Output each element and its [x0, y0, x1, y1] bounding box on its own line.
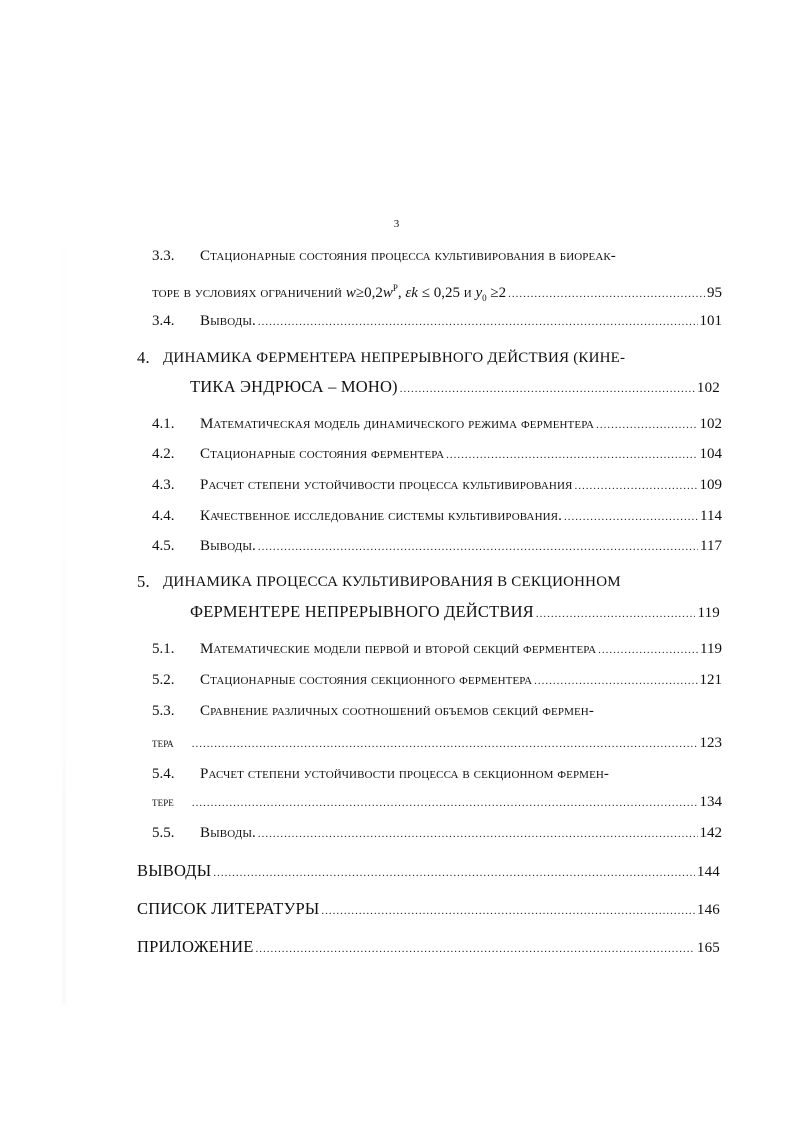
- leader-dots: [400, 377, 695, 401]
- scan-edge: [62, 175, 66, 1005]
- chapter-title-cont: ФЕРМЕНТЕРЕ НЕПРЕРЫВНОГО ДЕЙСТВИЯ: [190, 602, 534, 621]
- math-y: y: [475, 285, 483, 301]
- toc-entry-5-5[interactable]: [152, 821, 722, 845]
- leader-dots: [192, 791, 698, 815]
- math-comma: ,: [397, 285, 406, 301]
- toc-entry-4-5[interactable]: [152, 534, 722, 558]
- toc-chapter-4[interactable]: [137, 346, 727, 370]
- leader-dots: [192, 732, 698, 756]
- toc-page-number: 142: [699, 825, 722, 841]
- toc-entry-3-3[interactable]: [152, 244, 722, 268]
- toc-conclusions[interactable]: [137, 859, 720, 883]
- leader-dots: [213, 861, 695, 885]
- toc-entry-label: Математическая модель динамического режима ферментера: [200, 416, 595, 432]
- toc-entry-4-1[interactable]: [152, 412, 722, 436]
- toc-page-number: 146: [696, 902, 720, 918]
- toc-page-number: 119: [697, 605, 720, 621]
- leader-dots: [598, 638, 698, 662]
- math-w: w: [345, 285, 356, 301]
- math-sub-0: 0: [482, 293, 487, 303]
- toc-entry-number: 5.5.: [152, 825, 175, 841]
- toc-entry-number: 5.4.: [152, 766, 175, 782]
- leader-dots: [446, 443, 697, 467]
- toc-entry-label: Расчет степени устойчивости процесса в секционном фермен-: [200, 766, 610, 782]
- leader-dots: [255, 937, 694, 961]
- toc-section-title: ВЫВОДЫ: [137, 861, 212, 880]
- toc-page-number: 119: [700, 641, 722, 657]
- toc-entry-number: 4.3.: [152, 477, 175, 493]
- toc-page-number: 101: [699, 313, 722, 329]
- toc-entry-number: 4.5.: [152, 538, 175, 554]
- toc-entry-label-cont: торе в условиях ограничений: [152, 285, 346, 301]
- toc-entry-label: Расчет степени устойчивости процесса культивирования: [200, 477, 573, 493]
- toc-entry-number: 3.4.: [152, 313, 175, 329]
- chapter-title-cont: ТИКА ЭНДРЮСА – МОНО): [190, 377, 398, 396]
- chapter-number: 4.: [137, 348, 150, 367]
- toc-entry-5-1[interactable]: [152, 637, 722, 661]
- toc-entry-4-2[interactable]: [152, 442, 722, 466]
- toc-entry-4-4[interactable]: [152, 504, 722, 528]
- math-ge: ≥0,2: [355, 285, 383, 301]
- chapter-title: ДИНАМИКА ПРОЦЕССА КУЛЬТИВИРОВАНИЯ В СЕКЦИОННОМ: [163, 574, 621, 590]
- toc-entry-label: Стационарные состояния процесса культивирования в биореак-: [200, 248, 616, 264]
- toc-entry-label-cont: тера: [152, 735, 174, 750]
- toc-page-number: 117: [700, 538, 722, 554]
- toc-entry-label: Выводы.: [200, 538, 256, 554]
- toc-chapter-5[interactable]: [137, 570, 727, 594]
- toc-page-number: 144: [696, 864, 720, 880]
- toc-entry-label: Математические модели первой и второй секций ферментера: [200, 641, 597, 657]
- leader-dots: [596, 413, 697, 437]
- toc-entry-4-3[interactable]: [152, 473, 722, 497]
- toc-page-number: 114: [700, 508, 722, 524]
- toc-entry-5-4[interactable]: [152, 762, 722, 786]
- toc-entry-label: Выводы.: [200, 313, 256, 329]
- toc-chapter-4-cont[interactable]: [190, 375, 720, 399]
- toc-entry-label: Сравнение различных соотношений объемов секций фермен-: [200, 703, 594, 719]
- leader-dots: [574, 474, 697, 498]
- leader-dots: [564, 505, 698, 529]
- toc-page-number: 134: [699, 794, 722, 810]
- toc-entry-number: 5.2.: [152, 672, 175, 688]
- toc-entry-number: 4.1.: [152, 416, 175, 432]
- toc-entry-number: 3.3.: [152, 248, 175, 264]
- toc-entry-number: 5.1.: [152, 641, 175, 657]
- leader-dots: [258, 822, 698, 846]
- toc-page-number: 109: [699, 477, 722, 493]
- toc-page-number: 165: [696, 940, 720, 956]
- toc-entry-5-2[interactable]: [152, 668, 722, 692]
- math-eps: εk: [405, 285, 418, 301]
- toc-entry-label: Стационарные состояния ферментера: [200, 446, 445, 462]
- math-and: и: [463, 285, 472, 301]
- toc-page-number: 121: [699, 672, 722, 688]
- toc-entry-number: 4.2.: [152, 446, 175, 462]
- toc-page-number: 95: [707, 285, 722, 301]
- toc-entry-label: Качественное исследование системы культивирования.: [200, 508, 562, 524]
- toc-entry-5-3-cont[interactable]: [152, 731, 722, 755]
- toc-section-title: ПРИЛОЖЕНИЕ: [137, 937, 254, 956]
- chapter-number: 5.: [137, 572, 150, 591]
- toc-page-number: 102: [699, 416, 722, 432]
- toc-entry-label: Выводы.: [200, 825, 256, 841]
- page-number: 3: [393, 218, 400, 230]
- toc-entry-3-3-cont[interactable]: [152, 276, 722, 303]
- toc-chapter-5-cont[interactable]: [190, 600, 720, 624]
- toc-appendix[interactable]: [137, 935, 720, 959]
- toc-page-number: 123: [699, 735, 722, 751]
- toc-references[interactable]: [137, 897, 720, 921]
- math-le: ≤ 0,25: [417, 285, 464, 301]
- toc-entry-5-3[interactable]: [152, 699, 722, 723]
- toc-entry-number: 5.3.: [152, 703, 175, 719]
- math-wp: w: [382, 285, 393, 301]
- chapter-title: ДИНАМИКА ФЕРМЕНТЕРА НЕПРЕРЫВНОГО ДЕЙСТВИЯ (КИНЕ-: [163, 350, 626, 366]
- toc-page-number: 104: [699, 446, 722, 462]
- leader-dots: [508, 282, 705, 306]
- math-ge2: ≥2: [486, 285, 507, 301]
- toc-entry-number: 4.4.: [152, 508, 175, 524]
- math-sup-p: P: [392, 283, 398, 293]
- toc-section-title: СПИСОК ЛИТЕРАТУРЫ: [137, 899, 320, 918]
- toc-entry-5-4-cont[interactable]: [152, 790, 722, 814]
- toc-entry-label-cont: тере: [152, 794, 174, 809]
- leader-dots: [258, 535, 698, 559]
- toc-entry-3-4[interactable]: [152, 309, 722, 333]
- leader-dots: [258, 310, 698, 334]
- toc-entry-label: Стационарные состояния секционного ферментера: [200, 672, 533, 688]
- leader-dots: [534, 669, 697, 693]
- leader-dots: [321, 899, 694, 923]
- toc-page-number: 102: [696, 380, 720, 396]
- leader-dots: [536, 602, 696, 626]
